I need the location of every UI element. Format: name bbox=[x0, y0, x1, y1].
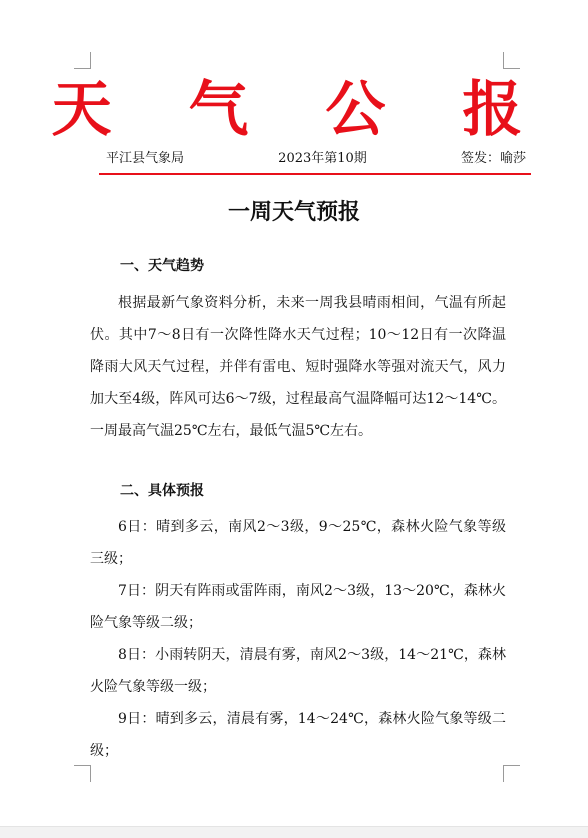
forecast-day-6: 6日：晴到多云，南风2～3级，9～25℃，森林火险气象等级三级； bbox=[90, 519, 506, 567]
section-heading-forecast: 二、具体预报 bbox=[120, 483, 204, 499]
forecast-day-8: 8日：小雨转阴天，清晨有雾，南风2～3级，14～21℃，森林火险气象等级一级； bbox=[90, 647, 506, 695]
document-title: 一周天气预报 bbox=[227, 200, 360, 225]
bulletin-masthead: 天 气 公 报 bbox=[51, 75, 551, 145]
viewer-bottom-strip bbox=[0, 826, 588, 838]
trend-paragraph: 根据最新气象资料分析，未来一周我县晴雨相间，气温有所起伏。其中7～8日有一次降性降水天气过程；10～12日有一次降温降雨大风天气过程，并伴有雷电、短时强降水等强对流天气，风力加大至4级，阵风可达6～7级，过程最高气温降幅可达12～14℃。一周最高气温25℃左右，最低气温5℃左右。 bbox=[90, 295, 506, 439]
section-heading-trend: 一、天气趋势 bbox=[120, 258, 204, 274]
crop-mark-top-left bbox=[74, 52, 91, 69]
signer: 签发：喻莎 bbox=[460, 151, 526, 166]
issuer: 平江县气象局 bbox=[106, 151, 185, 166]
bulletin-meta bbox=[106, 150, 526, 168]
crop-mark-top-right bbox=[503, 52, 520, 69]
crop-mark-bottom-left bbox=[74, 765, 91, 782]
forecast-day-9: 9日：晴到多云，清晨有雾，14～24℃，森林火险气象等级二级； bbox=[90, 711, 506, 759]
issue-number: 2023年第10期 bbox=[278, 151, 367, 166]
crop-mark-bottom-right bbox=[503, 765, 520, 782]
masthead-divider bbox=[99, 173, 531, 175]
forecast-day-7: 7日：阴天有阵雨或雷阵雨，南风2～3级，13～20℃，森林火险气象等级二级； bbox=[90, 583, 506, 631]
